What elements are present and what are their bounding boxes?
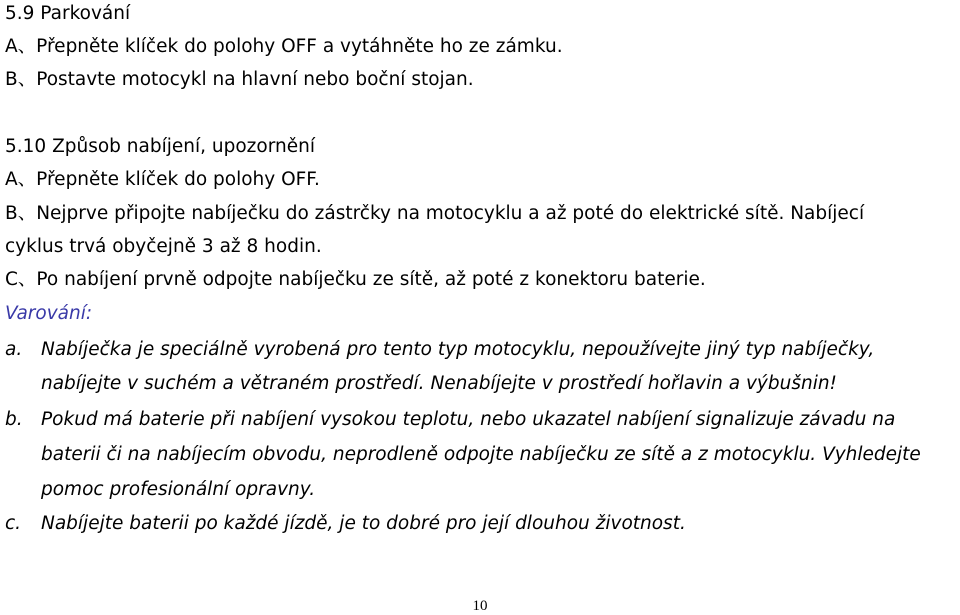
warning-c-marker: c. <box>5 513 22 534</box>
charging-title: 5.10 Způsob nabíjení, upozornění <box>5 136 315 157</box>
page-number: 10 <box>472 598 488 614</box>
warning-b-line3: pomoc profesionální opravny. <box>41 479 316 500</box>
warning-b-line1: Pokud má baterie při nabíjení vysokou teplotu, nebo ukazatel nabíjení signalizuje závadu na <box>41 409 896 430</box>
warning-a-marker: a. <box>5 339 23 360</box>
charging-step-c: C、Po nabíjení prvně odpojte nabíječku ze sítě, až poté z konektoru baterie. <box>5 269 706 290</box>
warning-a-line2: nabíjejte v suchém a větraném prostředí. Nenabíjejte v prostředí hořlavin a výbušnin! <box>41 373 837 394</box>
warning-a-line1: Nabíječka je speciálně vyrobená pro tento typ motocyklu, nepoužívejte jiný typ nabíječky, <box>41 339 875 360</box>
charging-step-b-line2: cyklus trvá obyčejně 3 až 8 hodin. <box>5 236 322 257</box>
warning-b-marker: b. <box>5 409 23 430</box>
parking-title: 5.9 Parkování <box>5 3 131 24</box>
warning-heading: Varování: <box>5 303 93 324</box>
charging-step-a: A、Přepněte klíček do polohy OFF. <box>5 169 320 190</box>
warning-c-line1: Nabíjejte baterii po každé jízdě, je to dobré pro její dlouhou životnost. <box>41 513 686 534</box>
parking-step-b: B、Postavte motocykl na hlavní nebo boční stojan. <box>5 69 474 90</box>
charging-step-b-line1: B、Nejprve připojte nabíječku do zástrčky na motocyklu a až poté do elektrické sítě. Nabíjecí <box>5 203 865 224</box>
parking-step-a: A、Přepněte klíček do polohy OFF a vytáhněte ho ze zámku. <box>5 36 563 57</box>
warning-b-line2: baterii či na nabíjecím obvodu, neprodleně odpojte nabíječku ze sítě a z motocyklu. Vyhledejte <box>41 444 921 465</box>
